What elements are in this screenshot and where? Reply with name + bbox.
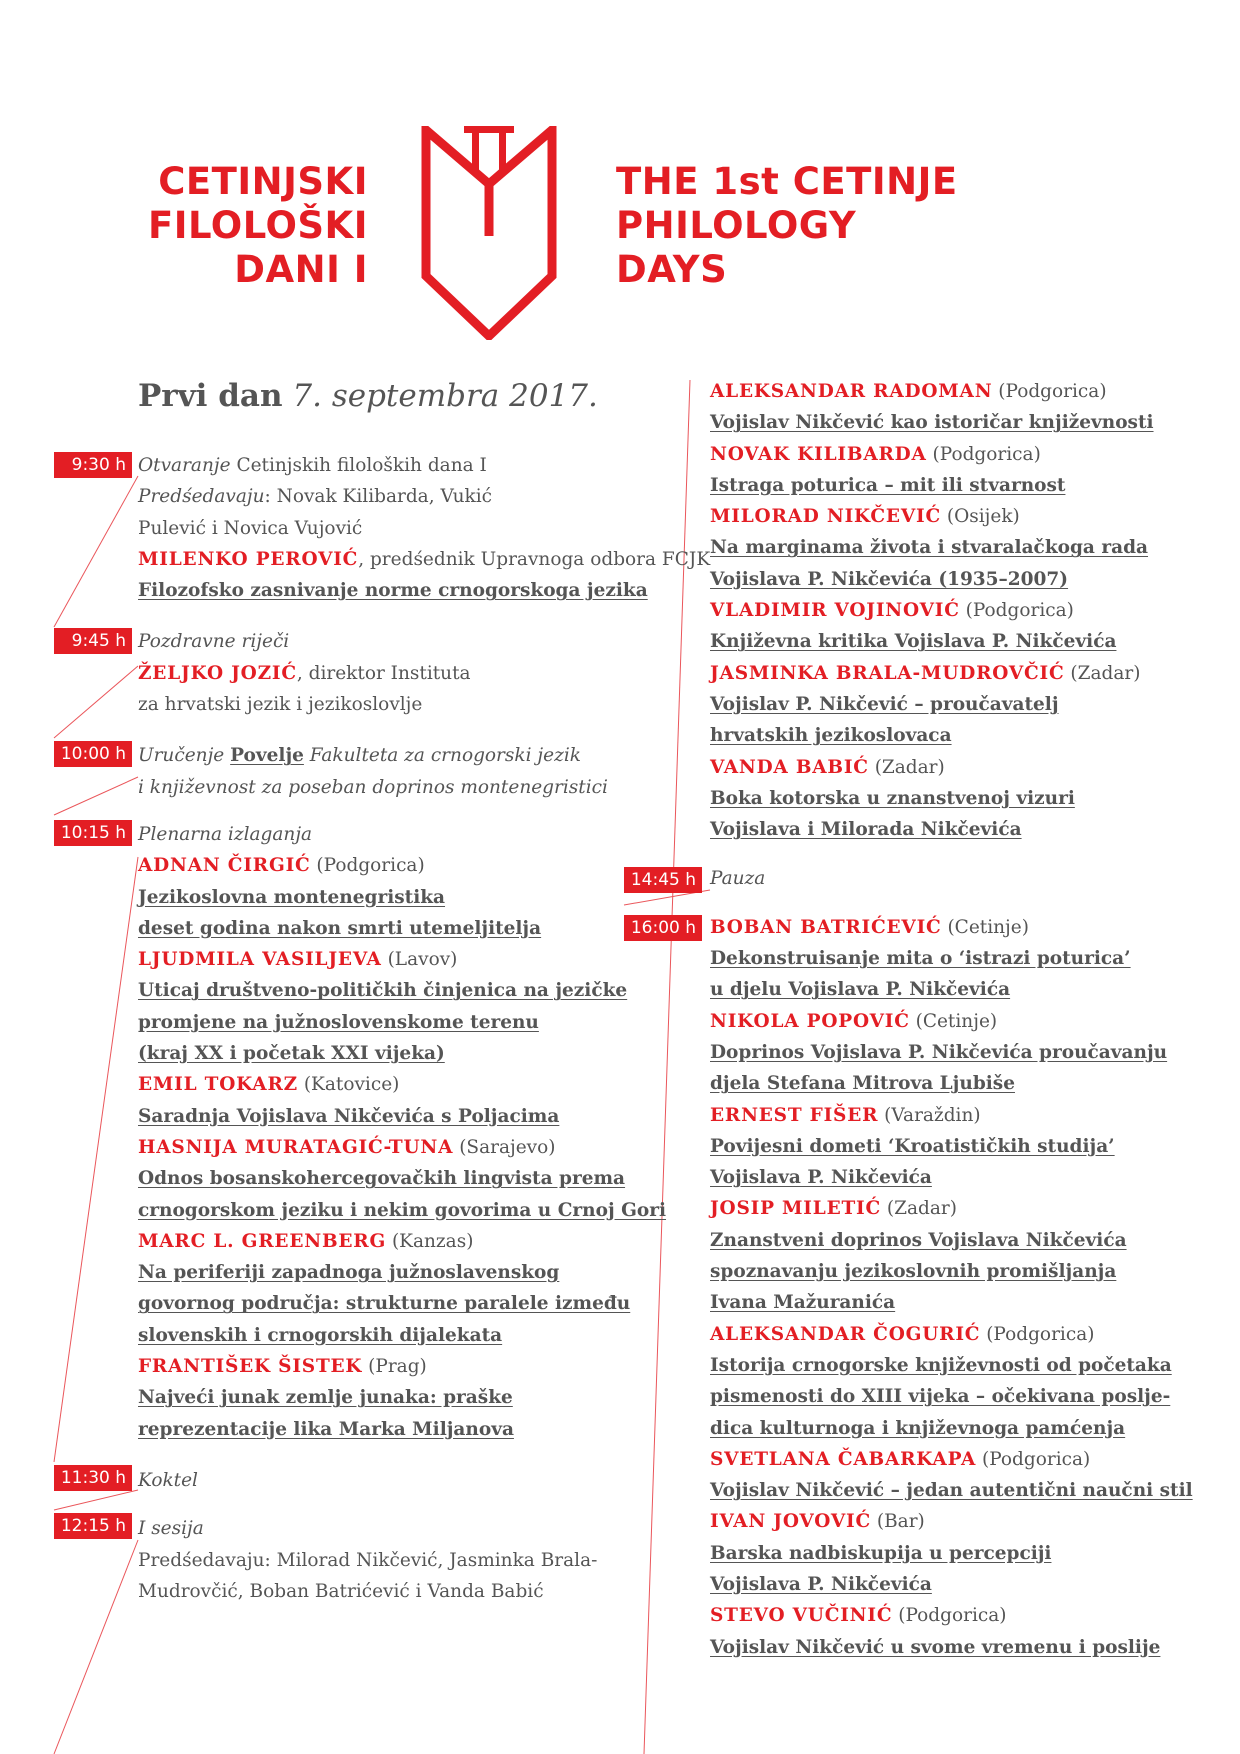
speaker-name: STEVO VUČINIĆ xyxy=(710,1605,893,1627)
speaker-name: BOBAN BATRIĆEVIĆ xyxy=(710,916,942,938)
speaker-affiliation: (Bar) xyxy=(870,1511,925,1533)
chairs-text: Pulević i Novica Vujović xyxy=(138,517,363,539)
speaker-name: LJUDMILA VASILJEVA xyxy=(138,949,382,971)
day-heading xyxy=(138,378,598,414)
speaker-affiliation: , predśednik Upravnoga odbora FCJK xyxy=(358,548,711,570)
session-opening xyxy=(138,450,711,606)
session-cocktail xyxy=(138,1465,678,1496)
talk-title: Vojislav Nikčević kao istoričar književnosti xyxy=(710,412,1154,434)
speaker-name: VLADIMIR VOJINOVIĆ xyxy=(710,600,960,622)
chairs-text: : Novak Kilibarda, Vukić xyxy=(264,486,493,508)
speaker-affiliation: (Podgorica) xyxy=(992,381,1107,402)
award-label: Povelje xyxy=(230,745,304,767)
talk-title: Književna kritika Vojislava P. Nikčevića xyxy=(710,631,1117,653)
program-column-right xyxy=(710,376,1210,1663)
speaker-affiliation: za hrvatski jezik i jezikoslovlje xyxy=(138,694,423,716)
talk-title: Istraga poturica – mit ili stvarnost xyxy=(710,474,1066,496)
title-english-line: DAYS xyxy=(616,248,728,291)
talk-title: Jezikoslovna montenegristika xyxy=(138,886,446,908)
time-badge: 9:45 h xyxy=(54,628,132,654)
speaker-name: JOSIP MILETIĆ xyxy=(710,1198,882,1220)
speaker-name: IVAN JOVOVIĆ xyxy=(710,1511,871,1533)
talk-title: Znanstveni doprinos Vojislava Nikčevića xyxy=(710,1229,1127,1251)
session-label: Otvaranje xyxy=(138,455,231,476)
speaker-name: NOVAK KILIBARDA xyxy=(710,443,927,465)
connector-line xyxy=(54,666,138,738)
speaker-name: ADNAN ČIRGIĆ xyxy=(138,855,311,877)
title-local-line: DANI I xyxy=(234,248,368,291)
speaker-name: MARC L. GREENBERG xyxy=(138,1230,387,1252)
session-label: Pauza xyxy=(710,868,766,890)
title-english-line: PHILOLOGY xyxy=(616,204,857,247)
chairs-label: Predśedavaju xyxy=(138,486,265,508)
chairs-text: Mudrovčić, Boban Batrićević i Vanda Babić xyxy=(138,1580,544,1602)
speaker-affiliation: (Zadar) xyxy=(881,1198,957,1220)
title-english-line: THE 1st CETINJE xyxy=(616,160,958,203)
title-english xyxy=(616,160,958,292)
time-badge: 10:15 h xyxy=(54,820,132,846)
title-local xyxy=(132,160,368,292)
speaker-affiliation: (Podgorica) xyxy=(959,600,1074,622)
connector-line xyxy=(54,1540,138,1754)
session-greetings xyxy=(138,626,678,720)
talk-title: Doprinos Vojislava P. Nikčevića proučavanju xyxy=(710,1041,1168,1063)
speaker-name: FRANTIŠEK ŠISTEK xyxy=(138,1356,363,1378)
session-award xyxy=(138,740,678,803)
session-text: Fakulteta za crnogorski jezik xyxy=(303,745,581,767)
talk-title: Vojislav Nikčević – jedan autentični naučni stil xyxy=(710,1480,1193,1502)
session-plenary xyxy=(138,819,678,1445)
talk-title: Vojislava P. Nikčevića xyxy=(710,1167,932,1189)
speaker-affiliation: , direktor Instituta xyxy=(296,662,471,684)
time-badge: 14:45 h xyxy=(624,867,702,893)
talk-title: Najveći junak zemlje junaka: praške xyxy=(138,1387,513,1409)
speaker-name: JASMINKA BRALA-MUDROVČIĆ xyxy=(710,662,1065,684)
title-local-line: CETINJSKI xyxy=(158,160,368,203)
talk-title: u djelu Vojislava P. Nikčevića xyxy=(710,979,1011,1001)
talk-title: Povijesni dometi ‘Kroatističkih studija’ xyxy=(710,1135,1115,1157)
conference-logo-icon xyxy=(420,126,558,340)
talk-title: Na marginama života i stvaralačkoga rada xyxy=(710,537,1149,559)
connector-line xyxy=(54,1490,138,1510)
talk-title: Vojislav P. Nikčević – proučavatelj xyxy=(710,693,1059,715)
talk-title: Saradnja Vojislava Nikčevića s Poljacima xyxy=(138,1105,560,1127)
connector-line xyxy=(54,476,138,627)
speaker-affiliation: (Sarajevo) xyxy=(453,1136,556,1158)
talk-title: dica kulturnoga i književnoga pamćenja xyxy=(710,1417,1126,1439)
speaker-name: NIKOLA POPOVIĆ xyxy=(710,1010,910,1032)
speaker-affiliation: (Cetinje) xyxy=(941,916,1029,938)
speaker-name: HASNIJA MURATAGIĆ-TUNA xyxy=(138,1136,454,1158)
connector-line xyxy=(54,857,138,1462)
speaker-affiliation: (Prag) xyxy=(362,1356,427,1378)
talk-title: reprezentacije lika Marka Miljanova xyxy=(138,1418,514,1440)
speaker-affiliation: (Kanzas) xyxy=(386,1230,474,1252)
speaker-name: ALEKSANDAR ČOGURIĆ xyxy=(710,1323,981,1345)
talk-title: Boka kotorska u znanstvenoj vizuri xyxy=(710,787,1075,809)
speaker-affiliation: (Podgorica) xyxy=(310,855,425,877)
session-label: Pozdravne riječi xyxy=(138,631,290,653)
talk-title: slovenskih i crnogorskih dijalekata xyxy=(138,1324,503,1346)
talk-title: govornog područja: strukturne paralele između xyxy=(138,1293,631,1315)
talk-title: (kraj XX i početak XXI vijeka) xyxy=(138,1043,445,1065)
speaker-name: MILENKO PEROVIĆ xyxy=(138,548,359,570)
session-label: Koktel xyxy=(138,1469,198,1491)
talk-title: hrvatskih jezikoslovaca xyxy=(710,725,952,747)
time-badge: 16:00 h xyxy=(624,915,702,941)
talk-title: Vojislava i Milorada Nikčevića xyxy=(710,819,1022,841)
talk-title: Filozofsko zasnivanje norme crnogorskoga jezika xyxy=(138,580,648,602)
time-badge: 11:30 h xyxy=(54,1465,132,1491)
day-date: 7. septembra 2017. xyxy=(292,378,598,414)
talk-title: Ivana Mažuranića xyxy=(710,1292,896,1314)
speaker-affiliation: (Cetinje) xyxy=(909,1010,998,1032)
speaker-affiliation: (Osijek) xyxy=(940,506,1020,528)
speaker-affiliation: (Zadar) xyxy=(1064,662,1141,684)
session-label: I sesija xyxy=(138,1518,204,1540)
speaker-affiliation: (Podgorica) xyxy=(926,443,1041,465)
talk-title: djela Stefana Mitrova Ljubiše xyxy=(710,1073,1015,1095)
talk-title: Vojislav Nikčević u svome vremenu i poslije xyxy=(710,1636,1161,1658)
chairs-text: Predśedavaju: Milorad Nikčević, Jasminka Brala- xyxy=(138,1549,598,1571)
day-label: Prvi dan xyxy=(138,378,283,414)
time-badge: 10:00 h xyxy=(54,741,132,767)
talk-title: Odnos bosanskohercegovačkih lingvista prema xyxy=(138,1168,626,1190)
speaker-affiliation: (Zadar) xyxy=(868,756,945,778)
session-text: i književnost za poseban doprinos montenegristici xyxy=(138,776,608,798)
talk-title: deset godina nakon smrti utemeljitelja xyxy=(138,917,542,939)
session-first xyxy=(138,1513,678,1607)
speaker-name: MILORAD NIKČEVIĆ xyxy=(710,506,941,528)
session-label: Plenarna izlaganja xyxy=(138,823,313,845)
speaker-affiliation: (Podgorica) xyxy=(892,1605,1007,1627)
talk-title: promjene na južnoslovenskome terenu xyxy=(138,1011,539,1033)
speaker-name: ALEKSANDAR RADOMAN xyxy=(710,381,993,402)
talk-title: Vojislava P. Nikčevića xyxy=(710,1573,932,1595)
talk-title: Vojislava P. Nikčevića (1935–2007) xyxy=(710,568,1069,590)
talk-title: spoznavanju jezikoslovnih promišljanja xyxy=(710,1261,1117,1283)
talk-title: Istorija crnogorske književnosti od početaka xyxy=(710,1354,1172,1376)
program-column-left xyxy=(138,450,711,1607)
title-local-line: FILOLOŠKI xyxy=(147,204,368,247)
speaker-affiliation: (Katovice) xyxy=(297,1074,400,1096)
session-text: Uručenje xyxy=(138,745,231,767)
speaker-affiliation: (Podgorica) xyxy=(976,1448,1091,1470)
talk-title: crnogorskom jeziku i nekim govorima u Crnoj Gori xyxy=(138,1199,667,1221)
talk-title: Na periferiji zapadnoga južnoslavenskog xyxy=(138,1262,560,1284)
session-text: Cetinjskih filoloških dana I xyxy=(230,455,487,476)
time-badge: 12:15 h xyxy=(54,1513,132,1539)
speaker-name: EMIL TOKARZ xyxy=(138,1074,298,1096)
connector-line xyxy=(54,777,138,815)
speaker-affiliation: (Lavov) xyxy=(381,949,458,971)
speaker-affiliation: (Varaždin) xyxy=(878,1104,981,1126)
speaker-name: ŽELJKO JOZIĆ xyxy=(138,662,297,684)
speaker-name: ERNEST FIŠER xyxy=(710,1104,879,1126)
speaker-affiliation: (Podgorica) xyxy=(980,1323,1095,1345)
talk-title: Barska nadbiskupija u percepciji xyxy=(710,1542,1052,1564)
speaker-name: VANDA BABIĆ xyxy=(710,756,869,778)
talk-title: Dekonstruisanje mita o ‘istrazi poturica’ xyxy=(710,948,1131,970)
talk-title: pismenosti do XIII vijeka – očekivana poslje- xyxy=(710,1386,1171,1408)
speaker-name: SVETLANA ČABARKAPA xyxy=(710,1448,977,1470)
time-badge: 9:30 h xyxy=(54,452,132,478)
talk-title: Uticaj društveno-političkih činjenica na jezičke xyxy=(138,980,628,1002)
